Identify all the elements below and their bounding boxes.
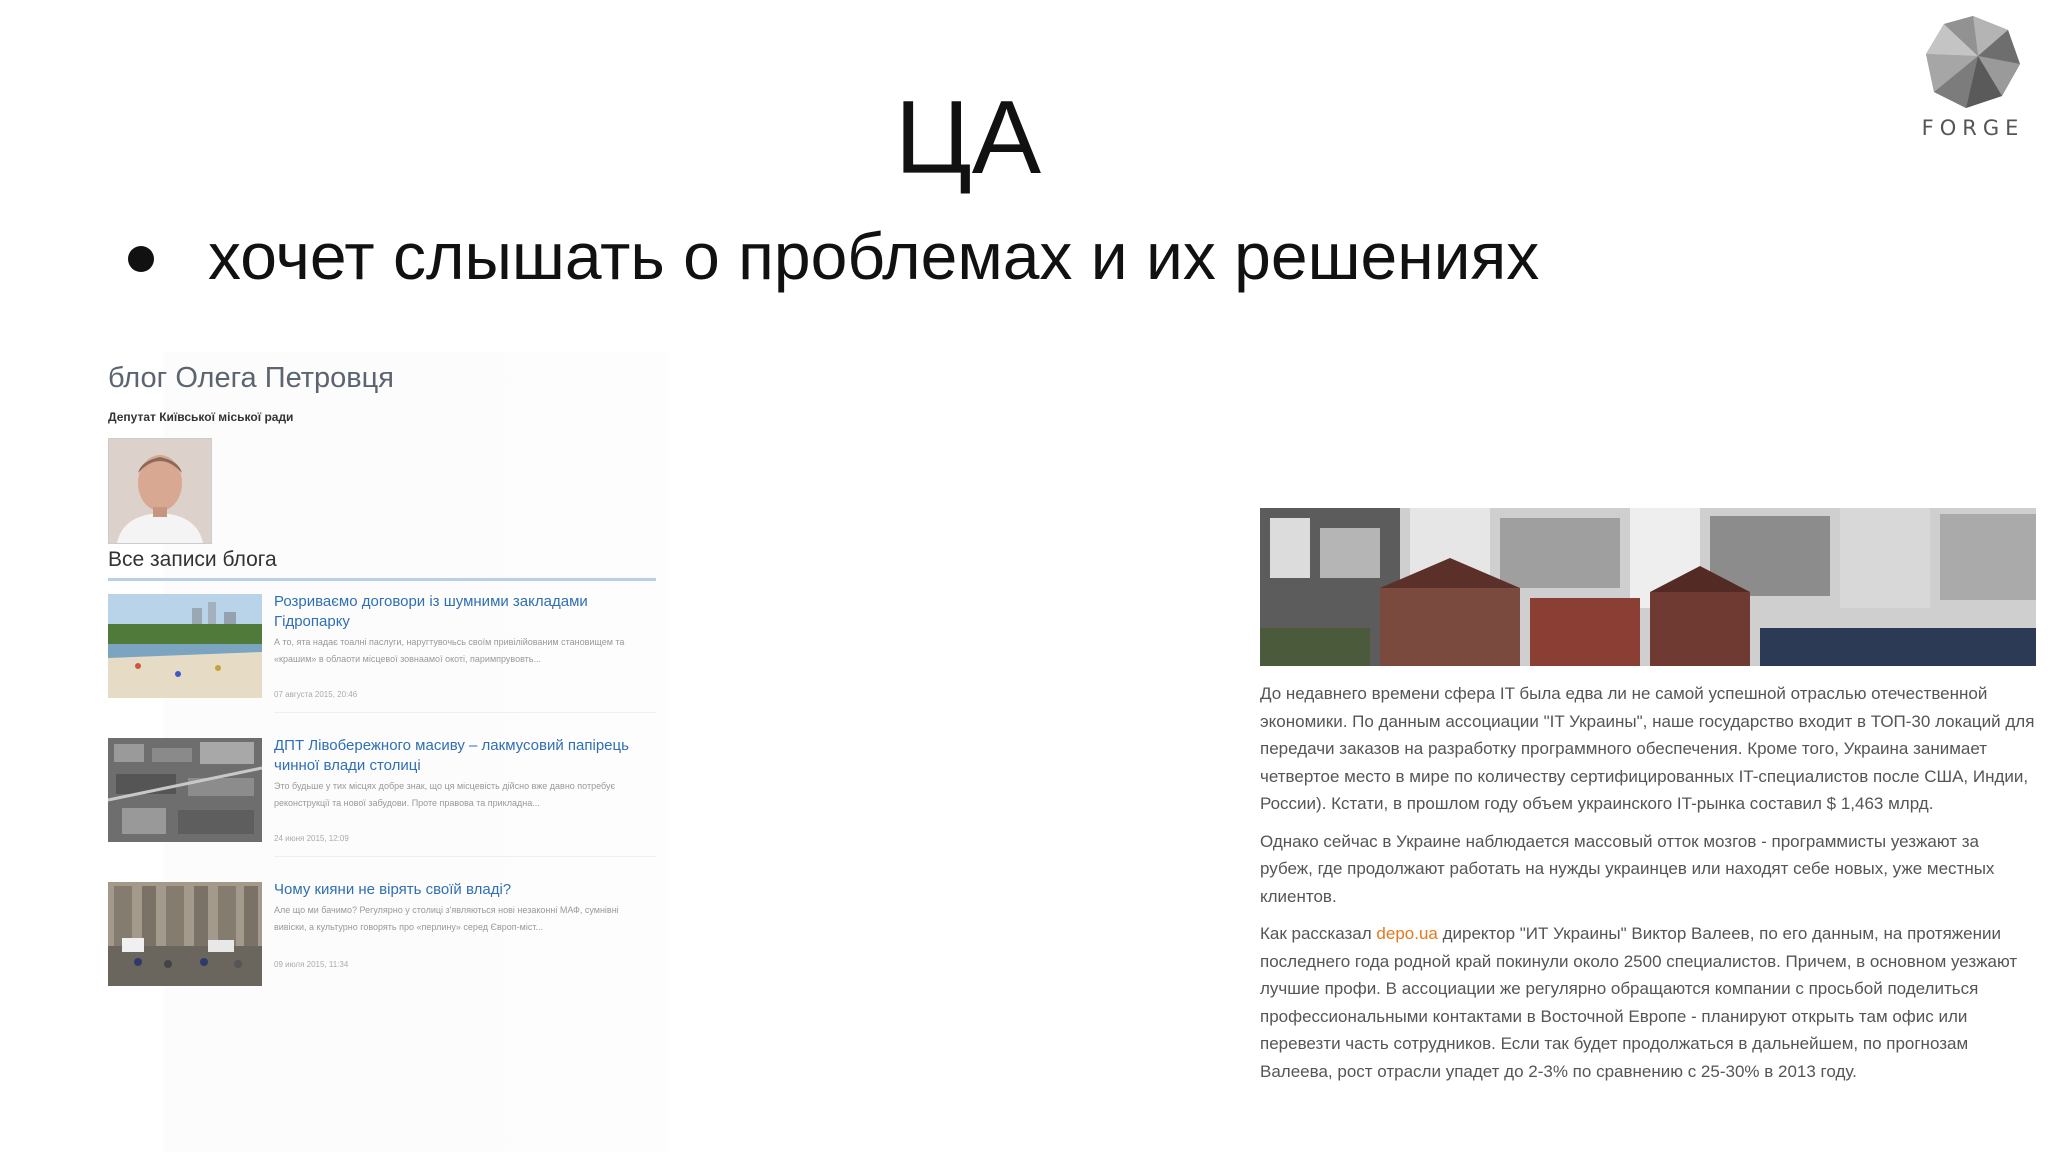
post-title-link[interactable]: ДПТ Лівобережного масиву – лакмусовий папірець чинної влади столиці [274,737,629,774]
article-header-photo [1260,508,2036,666]
post-date: 07 августа 2015, 20:46 [274,690,358,699]
paragraph-text: директор "ИТ Украины" Виктор Валеев, по его данным, на протяжении последнего года родной край покинули около 2500 специалистов. Причем, в основном уезжают лучшие профи. В ассоциации же регулярно обращаются компании с просьбой поделиться профессиональными контактами в Восточной Европе - планируют открыть там офис или перевезти часть сотрудников. Если так будет продолжаться в дальнейшем, по прогнозам Валеева, рост отрасли упадет до 2-3% по сравнению с 25-30% в 2013 году. [1260,924,2018,1081]
post-thumbnail[interactable] [108,738,262,842]
bullet-point [128,216,1539,296]
article-body [1260,680,2036,1095]
forge-logo [1918,12,2028,152]
aerial-city-photo-icon [108,738,262,842]
article-paragraph [1260,920,2036,1085]
bullet-text: хочет слышать о проблемах и их решениях [208,219,1540,293]
post-title-link[interactable]: Чому кияни не вірять своїй владі? [274,881,512,898]
post-date: 09 июля 2015, 11:34 [274,960,349,969]
post-excerpt: Але що ми бачимо? Регулярно у столиці з'являються нові незаконні МАФ, сумнівні вивіски, а культурно говорять про «перлину» серед Європ-міст... [274,905,619,932]
city-skyline-photo-icon [1260,508,2036,666]
post-thumbnail[interactable] [108,594,262,698]
blog-post[interactable] [108,730,656,870]
post-divider [274,856,656,857]
blog-subtitle: Депутат Київської міської ради [108,410,294,424]
blog-title: блог Олега Петровця [108,362,394,394]
protest-photo-icon [108,882,262,986]
article-paragraph: Однако сейчас в Украине наблюдается массовый отток мозгов - программисты уезжают за рубеж, где продолжают работать на нужды украинцев или находят себе новых, уже местных клиентов. [1260,831,1995,906]
post-divider [274,712,656,713]
post-thumbnail[interactable] [108,882,262,986]
blog-post[interactable] [108,874,656,1014]
article-screenshot [1260,508,2036,1152]
post-excerpt: Это будьше у тих місцях добре знак, що ця місцевість дійсно вже давно потребує реконструкції та нової забудови. Проте правова та прикладна... [274,781,616,808]
heptagon-logo-icon [1918,12,2028,112]
section-title: Все записи блога [108,548,277,571]
author-avatar [108,438,212,544]
logo-wordmark: FORGE [1921,116,2025,140]
blog-screenshot [108,352,668,1152]
slide-title: ЦА [894,80,1042,196]
beach-photo-icon [108,594,262,698]
paragraph-text: Как рассказал [1260,924,1377,943]
article-paragraph: До недавнего времени сфера IT была едва ли не самой успешной отраслью отечественной экономики. По данным ассоциации "IT Украины", наше государство входит в ТОП-30 локаций для передачи заказов на разработку программного обеспечения. Кроме того, Украина занимает четвертое место в мире по количеству сертифицированных IT-специалистов после США, Индии, России). Кстати, в прошлом году объем украинского IT-рынка составил $ 1,463 млрд. [1260,684,2035,813]
post-excerpt: А то, ята надає тоалні паслуги, наругтувочьсь своїм привілійованим становищем та «крашим» в облаоти місцевої зовнаамої окоті, паримпрувовть... [274,637,625,664]
blog-section-header [108,548,656,581]
bullet-dot-icon [128,246,154,272]
post-date: 24 июня 2015, 12:09 [274,834,349,843]
source-link[interactable]: depo.ua [1376,924,1438,943]
blog-post[interactable] [108,586,656,726]
post-title-link[interactable]: Розриваємо договори із шумними закладами Гідропарку [274,593,588,630]
author-portrait-icon [109,439,211,543]
